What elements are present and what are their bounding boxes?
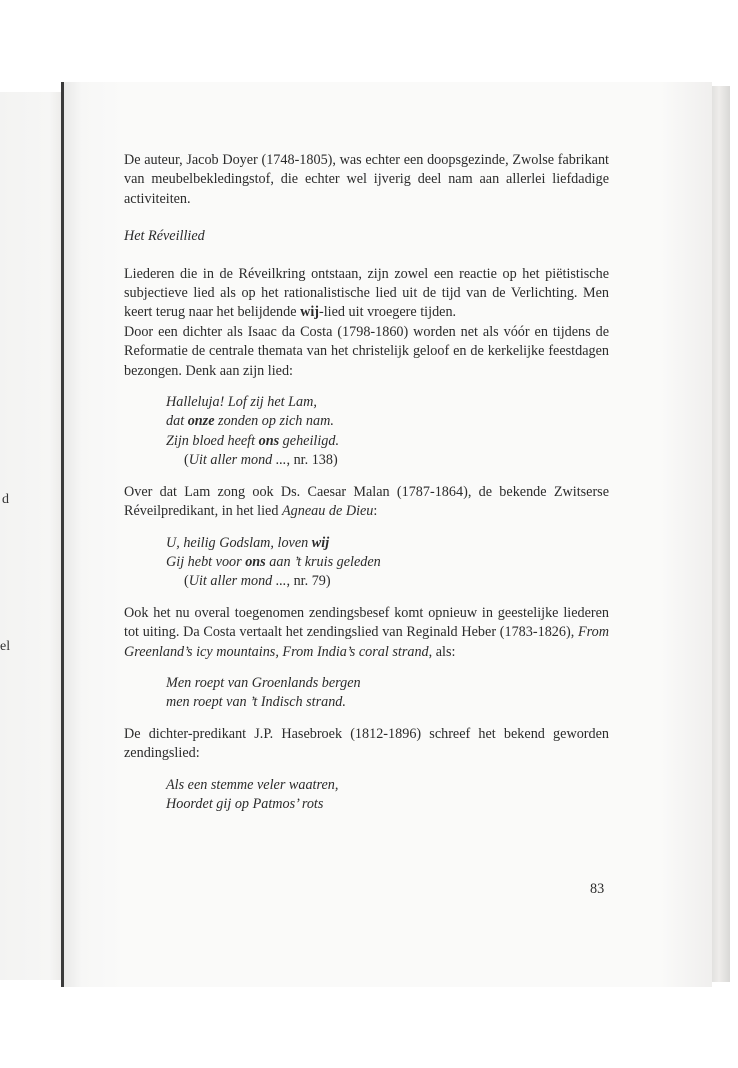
left-page-fragment-1: d [2,492,9,507]
verse-reference: (Uit aller mond ..., nr. 138) [184,452,338,469]
paragraph-malan: Over dat Lam zong ook Ds. Caesar Malan (1787-1864), de bekende Zwitserse Réveilpredikant, in het lied Agneau de Dieu: [124,483,609,520]
page-content [124,151,609,814]
section-heading: Het Réveillied [124,228,205,245]
page-edge [712,86,730,982]
paragraph-hasebroek: De dichter-predikant J.P. Hasebroek (1812-1896) schreef het bekend geworden zendingslied: [124,725,609,762]
verse-line: Hoordet gij op Patmos’ rots [166,795,324,812]
paragraph-zending: Ook het nu overal toegenomen zendingsbesef komt opnieuw in geestelijke liederen tot uiting. Da Costa vertaalt het zendingslied van Reginald Heber (1783-1826), From Greenland’s icy mountains, From India’s coral strand, als: [124,604,609,660]
verse-line: U, heilig Godslam, loven wij [166,534,330,551]
paragraph-intro: De auteur, Jacob Doyer (1748-1805), was echter een doopsgezinde, Zwolse fabrikant van meubelbekledingstof, die echter wel ijverig deel nam aan allerlei liefdadige activiteiten. [124,152,609,207]
verse-line: men roept van ’t Indisch strand. [166,694,346,711]
bold-wij: wij [300,304,319,321]
verse-line: dat onze zonden op zich nam. [166,413,334,430]
verse-line: Men roept van Groenlands bergen [166,674,361,691]
page-number: 83 [590,881,605,897]
verse-line: Halleluja! Lof zij het Lam, [166,394,317,411]
verse-line: Gij hebt voor ons aan ’t kruis geleden [166,553,381,570]
verse-godslam [166,534,609,592]
left-page [0,92,62,980]
paragraph-da-costa: Door een dichter als Isaac da Costa (1798-1860) worden net als vóór en tijdens de Reformatie de centrale themata van het christelijk geloof en de kerkelijke feestdagen bezongen. Denk aan zijn lied: [124,323,609,379]
verse-reference: (Uit aller mond ..., nr. 79) [184,573,331,590]
verse-groenland [166,674,609,713]
verse-line: Zijn bloed heeft ons geheiligd. [166,432,340,449]
paragraph-reveil: Liederen die in de Réveilkring ontstaan, zijn zowel een reactie op het piëtistische subjectieve lied als op het rationalistische lied uit de tijd van de Verlichting. Men keert terug naar het belijdende wij-lied uit vroegere tijden. [124,265,609,321]
verse-patmos [166,776,609,815]
left-page-fragment-2: el [0,639,11,654]
verse-halleluja [166,393,609,471]
verse-line: Als een stemme veler waatren, [166,776,339,793]
